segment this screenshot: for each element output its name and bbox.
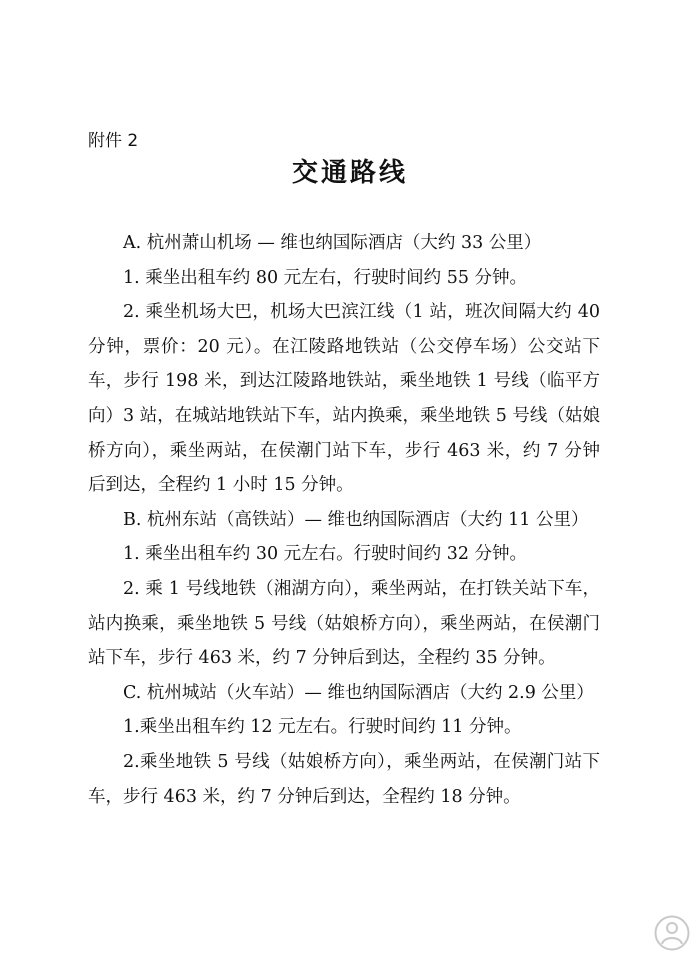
section-a-item-1: 1. 乘坐出租车约 80 元左右，行驶时间约 55 分钟。	[123, 267, 528, 288]
page-title: 交通路线	[291, 158, 408, 188]
document-body	[88, 226, 600, 814]
person-outline-icon	[654, 915, 690, 951]
section-c-heading: C. 杭州城站（火车站）— 维也纳国际酒店（大约 2.9 公里）	[123, 682, 594, 703]
section-c-item-2: 2.乘坐地铁 5 号线（姑娘桥方向），乘坐两站，在侯潮门站下车，步行 463 米，约 7 分钟后到达，全程约 18 分钟。	[88, 751, 600, 807]
section-c-item-1: 1.乘坐出租车约 12 元左右。行驶时间约 11 分钟。	[123, 717, 522, 738]
attachment-label: 附件 2	[88, 131, 139, 151]
section-b-item-1: 1. 乘坐出租车约 30 元左右。行驶时间约 32 分钟。	[123, 544, 528, 565]
section-a-heading: A. 杭州萧山机场 — 维也纳国际酒店（大约 33 公里）	[123, 233, 542, 253]
section-b-heading: B. 杭州东站（高铁站）— 维也纳国际酒店（大约 11 公里）	[123, 509, 589, 530]
section-a-item-2: 2. 乘坐机场大巴，机场大巴滨江线（1 站，班次间隔大约 40 分钟，票价：20 元）。在江陵路地铁站（公交停车场）公交站下车，步行 198 米，到达江陵路地铁站，乘坐地铁 1 号线（临平方向）3 站，在城站地铁站下车，站内换乘，乘坐地铁 5 号线（姑娘桥方向），乘坐两站，在侯潮门站下车，步行 463 米，约 7 分钟后到达，全程约 1 小时 15 分钟。	[88, 302, 600, 496]
section-b-item-2: 2. 乘 1 号线地铁（湘湖方向），乘坐两站，在打铁关站下车，站内换乘，乘坐地铁 5 号线（姑娘桥方向），乘坐两站，在侯潮门站下车，步行 463 米，约 7 分钟后到达，全程约 35 分钟。	[88, 578, 600, 669]
